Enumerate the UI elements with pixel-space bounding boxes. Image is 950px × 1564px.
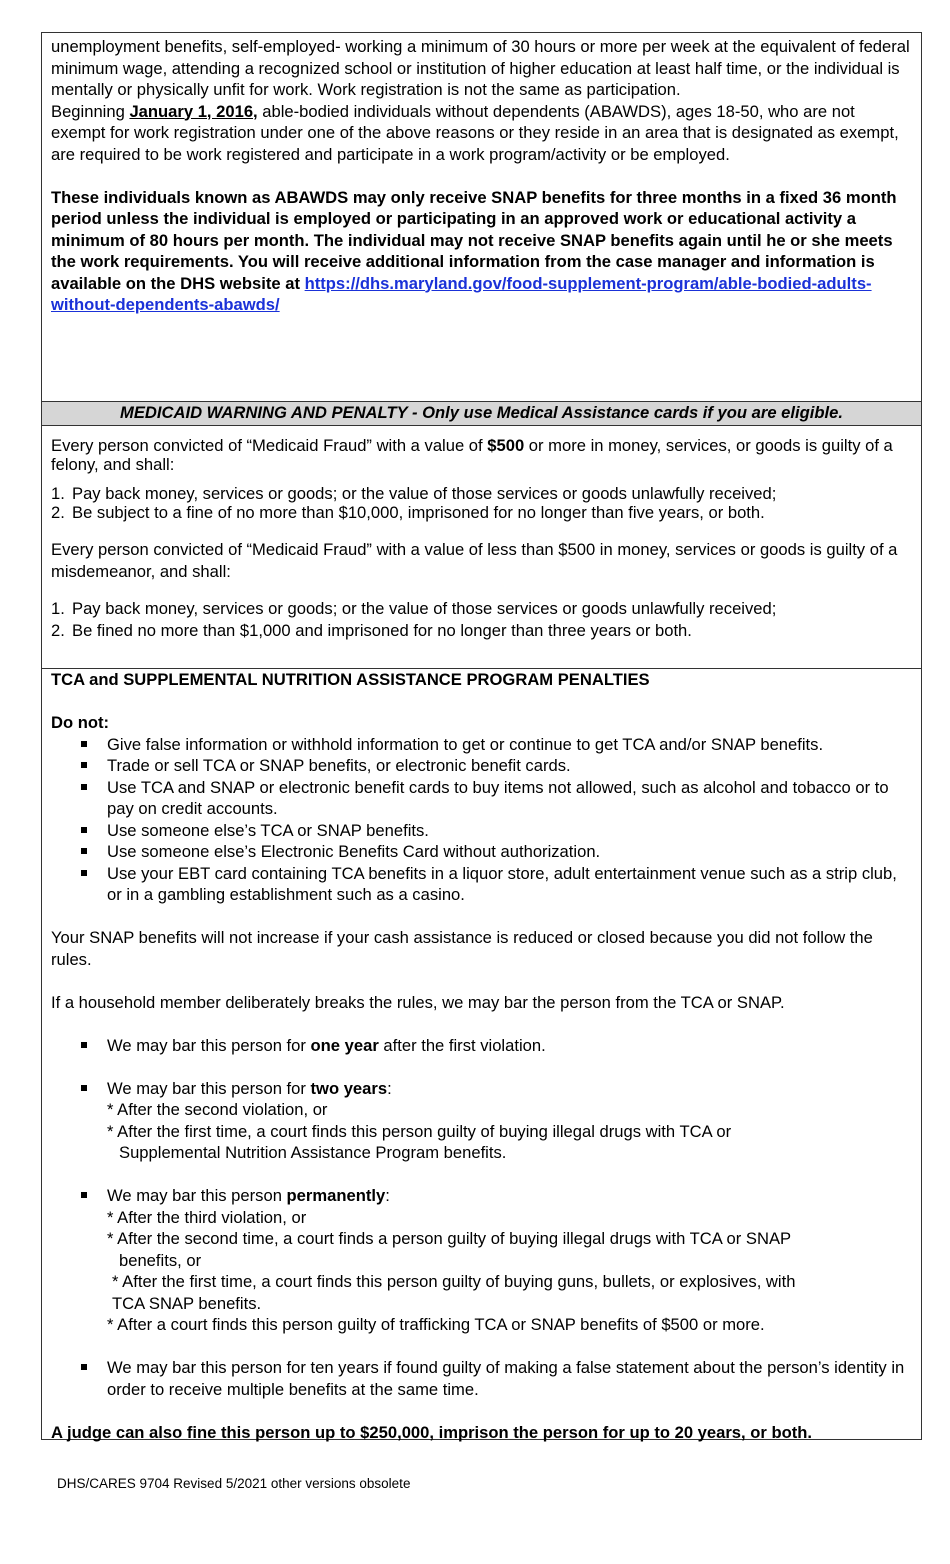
medicaid-section <box>42 436 921 641</box>
bar-permanently: We may bar this person permanently: <box>51 1185 913 1207</box>
sub-item-continued: benefits, or <box>119 1250 202 1270</box>
sub-item: * After the first time, a court finds this person guilty of buying illegal drugs with TCA or <box>107 1121 732 1141</box>
list-item: 1. Pay back money, services or goods; or the value of those services or goods unlawfully received; <box>51 599 777 618</box>
sub-item: * After a court finds this person guilty of trafficking TCA or SNAP benefits of $500 or more. <box>107 1315 765 1334</box>
bar-list <box>51 1035 913 1057</box>
list-item: Trade or sell TCA or SNAP benefits, or electronic benefit cards. <box>51 755 913 777</box>
list-item: Use someone else’s Electronic Benefits Card without authorization. <box>51 841 913 863</box>
medicaid-felony-para: Every person convicted of “Medicaid Fraud” with a value of $500 or more in money, services, or goods is guilty of a felony, and shall: <box>51 436 893 474</box>
list-item: 2. Be fined no more than $1,000 and imprisoned for no longer than three years or both. <box>51 620 692 640</box>
sub-item: * After the third violation, or <box>107 1207 307 1227</box>
penalties-heading: TCA and SUPPLEMENTAL NUTRITION ASSISTANCE PROGRAM PENALTIES <box>51 670 650 689</box>
list-item: 2. Be subject to a fine of no more than $10,000, imprisoned for no longer than five years, or both. <box>51 502 765 522</box>
do-not-list <box>51 734 913 906</box>
abawds-link[interactable]: https://dhs.maryland.gov/food-supplement-program/able-bodied-adults-without-dependents-abawds/ <box>51 273 872 314</box>
judge-note: A judge can also fine this person up to $250,000, imprison the person for up to 20 years, or both. <box>51 1422 813 1442</box>
effective-date: January 1, 2016, <box>129 101 258 121</box>
medicaid-heading: MEDICAID WARNING AND PENALTY - Only use Medical Assistance cards if you are eligible. <box>42 401 921 426</box>
do-not-label: Do not: <box>51 713 110 732</box>
sub-item: * After the second time, a court finds a person guilty of buying illegal drugs with TCA or SNAP <box>107 1229 792 1248</box>
document-frame <box>41 32 922 1440</box>
snap-note: Your SNAP benefits will not increase if your cash assistance is reduced or closed because you did not follow the rules. <box>51 928 873 969</box>
sub-item-continued: TCA SNAP benefits. <box>112 1293 262 1313</box>
work-requirements-section <box>42 36 921 316</box>
form-footer: DHS/CARES 9704 Revised 5/2021 other versions obsolete <box>57 1476 411 1491</box>
sub-item: * After the first time, a court finds this person guilty of buying guns, bullets, or explosives, with <box>112 1272 796 1291</box>
list-item: Use TCA and SNAP or electronic benefit cards to buy items not allowed, such as alcohol and tobacco or to pay on credit accounts. <box>51 777 913 820</box>
abawds-notice: These individuals known as ABAWDS may only receive SNAP benefits for three months in a fixed 36 month period unless the individual is employed or participating in an approved work or educational activity a minimum of 80 hours per month. The individual may not receive SNAP benefits again until he or she meets the work requirements. You will receive additional information from the case manager and information is available on the DHS website at https://dhs.maryland.gov/food-supplement-program/able-bodied-adults-without-dependents-abawds/ <box>51 187 897 314</box>
bar-ten-years: We may bar this person for ten years if found guilty of making a false statement about the person’s identity in order to receive multiple benefits at the same time. <box>51 1357 913 1400</box>
list-item: 1. Pay back money, services or goods; or the value of those services or goods unlawfully received; <box>51 484 777 503</box>
work-para-2: Beginning January 1, 2016, able-bodied individuals without dependents (ABAWDS), ages 18-50, who are not exempt for work registration under one of the above reasons or they reside in an area that is designated as exempt, are required to be work registered and participate in a work program/activity or be employed. <box>51 101 899 164</box>
sub-item: * After the second violation, or <box>107 1100 328 1119</box>
bar-note: If a household member deliberately breaks the rules, we may bar the person from the TCA or SNAP. <box>51 992 785 1012</box>
bar-two-years: We may bar this person for two years: <box>51 1078 913 1100</box>
work-para-1: unemployment benefits, self-employed- working a minimum of 30 hours or more per week at the equivalent of federal minimum wage, attending a recognized school or institution of higher education at least half time, or the individual is mentally or physically unfit for work. Work registration is not the same as participation. <box>51 37 910 99</box>
list-item: Give false information or withhold information to get or continue to get TCA and/or SNAP benefits. <box>51 734 913 756</box>
list-item: Use someone else’s TCA or SNAP benefits. <box>51 820 913 842</box>
list-item: Use your EBT card containing TCA benefits in a liquor store, adult entertainment venue such as a strip club, or in a gambling establishment such as a casino. <box>51 863 913 906</box>
sub-item-continued: Supplemental Nutrition Assistance Program benefits. <box>119 1143 507 1162</box>
penalties-section <box>42 669 921 1443</box>
medicaid-misdemeanor-para: Every person convicted of “Medicaid Fraud” with a value of less than $500 in money, services or goods is guilty of a misdemeanor, and shall: <box>51 540 898 581</box>
bar-one-year: We may bar this person for one year after the first violation. <box>51 1035 913 1057</box>
misdemeanor-list <box>51 598 913 641</box>
felony-list <box>51 485 913 522</box>
